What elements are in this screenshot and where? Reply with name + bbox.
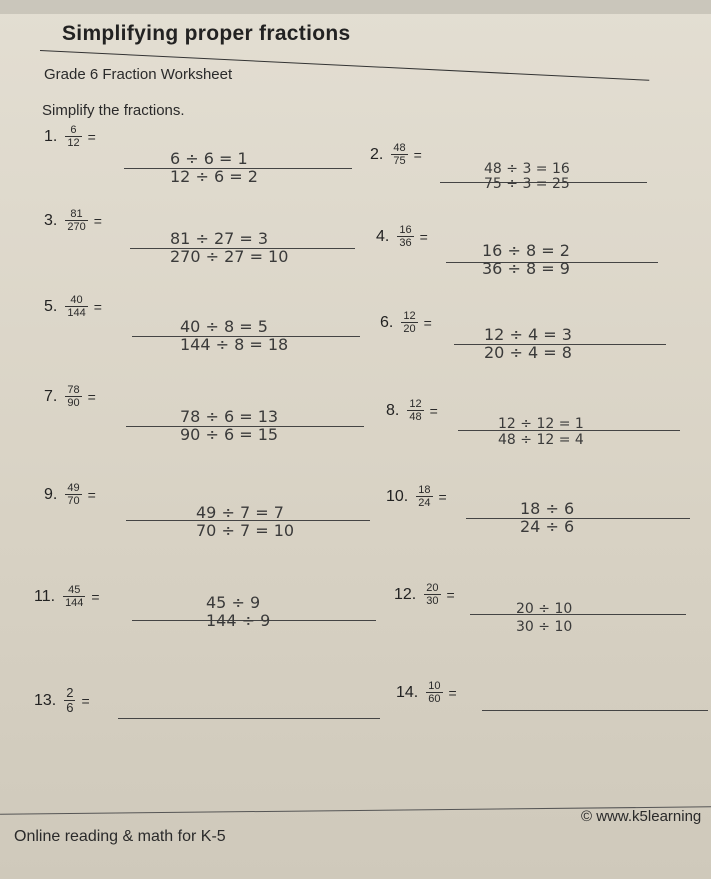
work-bottom: 90 ÷ 6 = 15	[180, 425, 279, 444]
work-bottom: 48 ÷ 12 = 4	[498, 432, 584, 448]
handwritten-work	[498, 416, 584, 448]
numerator: 10	[428, 680, 441, 692]
problem-number: 13.	[34, 691, 57, 709]
worksheet-subtitle: Grade 6 Fraction Worksheet	[44, 66, 233, 83]
handwritten-work	[180, 408, 278, 444]
problem-9	[44, 482, 96, 507]
handwritten-work	[170, 150, 258, 186]
denominator: 70	[67, 495, 80, 507]
work-top: 18 ÷ 6	[520, 499, 575, 518]
instructions: Simplify the fractions.	[42, 102, 185, 119]
handwritten-work	[482, 242, 570, 278]
numerator: 2	[66, 685, 74, 700]
handwritten-work	[484, 326, 572, 362]
numerator: 45	[68, 584, 81, 596]
fraction	[65, 482, 81, 507]
work-bottom: 144 ÷ 8 = 18	[180, 335, 289, 354]
numerator: 48	[393, 142, 406, 154]
work-bottom: 20 ÷ 4 = 8	[484, 343, 572, 362]
fraction	[416, 484, 432, 509]
problem-number: 10.	[386, 487, 409, 505]
numerator: 12	[403, 310, 416, 322]
equals-sign: =	[413, 146, 422, 163]
fraction	[65, 384, 81, 409]
worksheet-title: Simplifying proper fractions	[62, 22, 351, 45]
problem-4	[376, 224, 428, 249]
work-top: 20 ÷ 10	[516, 601, 573, 617]
problem-number: 9.	[44, 485, 58, 503]
fraction	[65, 294, 87, 319]
handwritten-work	[520, 500, 574, 536]
problem-number: 4.	[376, 227, 390, 245]
fraction	[407, 398, 423, 423]
equals-sign: =	[438, 488, 447, 505]
work-top: 40 ÷ 8 = 5	[180, 317, 268, 336]
fraction	[65, 208, 87, 233]
problem-14	[396, 680, 457, 705]
handwritten-work	[206, 594, 270, 630]
equals-sign: =	[91, 588, 100, 605]
problem-number: 6.	[380, 313, 394, 331]
answer-line	[482, 710, 708, 711]
denominator: 144	[67, 307, 86, 319]
fraction	[63, 584, 85, 609]
problem-12	[394, 582, 455, 607]
denominator: 60	[428, 693, 441, 705]
equals-sign: =	[423, 314, 432, 331]
denominator: 270	[67, 221, 86, 233]
denominator: 20	[403, 323, 416, 335]
equals-sign: =	[93, 212, 102, 229]
fraction	[65, 124, 81, 149]
work-top: 78 ÷ 6 = 13	[180, 407, 279, 426]
fraction	[397, 224, 413, 249]
work-bottom: 70 ÷ 7 = 10	[196, 521, 295, 540]
equals-sign: =	[429, 402, 438, 419]
answer-line	[470, 614, 686, 615]
equals-sign: =	[419, 228, 428, 245]
equals-sign: =	[448, 684, 457, 701]
denominator: 30	[426, 595, 439, 607]
work-top: 12 ÷ 12 = 1	[498, 416, 584, 432]
numerator: 49	[67, 482, 80, 494]
footer-tagline: Online reading & math for K-5	[14, 828, 226, 845]
denominator: 36	[399, 237, 412, 249]
problem-number: 8.	[386, 401, 400, 419]
fraction	[401, 310, 417, 335]
equals-sign: =	[81, 692, 90, 709]
denominator: 48	[409, 411, 422, 423]
top-shadow	[0, 0, 711, 14]
footer-copyright: © www.k5learning	[581, 808, 702, 825]
equals-sign: =	[446, 586, 455, 603]
work-top: 45 ÷ 9	[206, 593, 261, 612]
problem-number: 12.	[394, 585, 417, 603]
fraction	[424, 582, 440, 607]
denominator: 12	[67, 137, 80, 149]
problem-13	[34, 686, 90, 715]
problem-7	[44, 384, 96, 409]
answer-line	[118, 718, 380, 719]
work-bottom: 270 ÷ 27 = 10	[170, 247, 289, 266]
work-bottom: 30 ÷ 10	[516, 619, 573, 635]
work-top: 6 ÷ 6 = 1	[170, 149, 248, 168]
numerator: 78	[67, 384, 80, 396]
denominator: 90	[67, 397, 80, 409]
equals-sign: =	[87, 128, 96, 145]
equals-sign: =	[93, 298, 102, 315]
problem-number: 1.	[44, 127, 58, 145]
handwritten-work	[484, 162, 570, 192]
problem-5	[44, 294, 102, 319]
numerator: 6	[70, 124, 77, 136]
denominator: 6	[66, 700, 74, 715]
problem-1	[44, 124, 96, 149]
denominator: 24	[418, 497, 431, 509]
work-bottom: 75 ÷ 3 = 25	[484, 176, 570, 192]
equals-sign: =	[87, 486, 96, 503]
work-top: 12 ÷ 4 = 3	[484, 325, 572, 344]
numerator: 12	[409, 398, 422, 410]
problem-8	[386, 398, 438, 423]
work-top: 81 ÷ 27 = 3	[170, 229, 269, 248]
handwritten-work	[516, 600, 572, 636]
equals-sign: =	[87, 388, 96, 405]
numerator: 16	[399, 224, 412, 236]
problem-number: 7.	[44, 387, 58, 405]
problem-number: 3.	[44, 211, 58, 229]
fraction	[426, 680, 442, 705]
problem-11	[34, 584, 100, 609]
problem-number: 2.	[370, 145, 384, 163]
fraction	[391, 142, 407, 167]
numerator: 20	[426, 582, 439, 594]
work-top: 16 ÷ 8 = 2	[482, 241, 570, 260]
numerator: 81	[70, 208, 83, 220]
problem-number: 11.	[34, 587, 56, 605]
work-bottom: 144 ÷ 9	[206, 611, 271, 630]
work-bottom: 36 ÷ 8 = 9	[482, 259, 570, 278]
work-top: 48 ÷ 3 = 16	[484, 161, 570, 177]
denominator: 144	[65, 597, 84, 609]
problem-6	[380, 310, 432, 335]
problem-2	[370, 142, 422, 167]
problem-10	[386, 484, 447, 509]
work-bottom: 12 ÷ 6 = 2	[170, 167, 258, 186]
numerator: 40	[70, 294, 83, 306]
handwritten-work	[170, 230, 288, 266]
handwritten-work	[180, 318, 288, 354]
work-top: 49 ÷ 7 = 7	[196, 503, 284, 522]
problem-number: 5.	[44, 297, 58, 315]
problem-3	[44, 208, 102, 233]
problem-number: 14.	[396, 683, 419, 701]
work-bottom: 24 ÷ 6	[520, 517, 575, 536]
answer-line	[466, 518, 690, 519]
numerator: 18	[418, 484, 431, 496]
denominator: 75	[393, 155, 406, 167]
handwritten-work	[196, 504, 294, 540]
fraction	[64, 686, 75, 715]
